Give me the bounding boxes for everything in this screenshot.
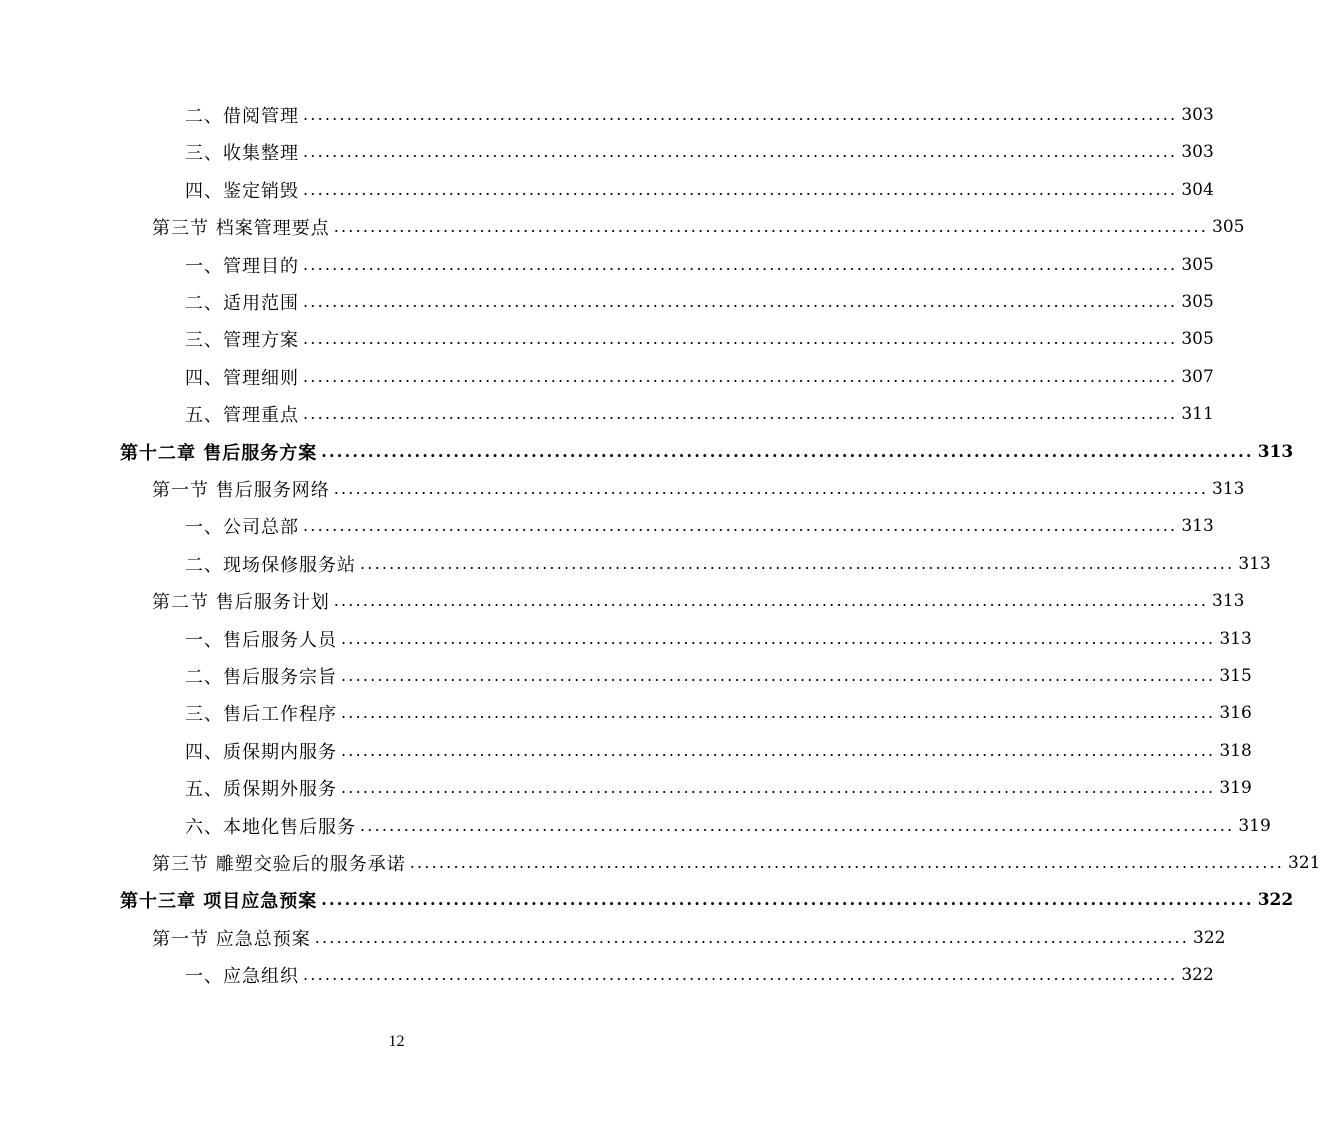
toc-leader-dots: ........................................................................................................................ xyxy=(333,217,1209,237)
toc-entry-title: 四、鉴定销毁 xyxy=(185,180,299,202)
toc-leader-dots: ........................................................................................................................ xyxy=(303,404,1178,424)
toc-leader-dots: ........................................................................................................................ xyxy=(303,179,1178,199)
toc-entry[interactable] xyxy=(0,250,1214,280)
toc-entry[interactable] xyxy=(0,474,1245,504)
page-number: 12 xyxy=(388,1033,405,1050)
toc-entry-page: 303 xyxy=(1181,142,1214,163)
toc-entry-page: 305 xyxy=(1181,292,1214,312)
toc-entry-title: 第三节 雕塑交验后的服务承诺 xyxy=(152,854,406,875)
toc-leader-dots: ........................................................................................................................ xyxy=(341,778,1216,798)
toc-entry-page: 303 xyxy=(1181,105,1214,125)
toc-entry-title: 一、管理目的 xyxy=(185,255,299,277)
toc-leader-dots: ........................................................................................................................ xyxy=(303,292,1178,311)
toc-entry-title: 二、适用范围 xyxy=(185,293,299,314)
toc-entry-page: 305 xyxy=(1181,254,1214,275)
toc-entry-page: 313 xyxy=(1257,441,1294,462)
toc-entry[interactable] xyxy=(0,100,1214,130)
toc-entry[interactable] xyxy=(0,960,1214,990)
toc-entry-title: 二、现场保修服务站 xyxy=(185,554,356,576)
toc-entry-page: 313 xyxy=(1212,479,1245,499)
toc-entry-page: 321 xyxy=(1288,853,1321,873)
toc-entry-page: 316 xyxy=(1219,703,1252,724)
toc-entry[interactable] xyxy=(0,175,1214,205)
toc-entry[interactable] xyxy=(0,549,1271,579)
toc-entry[interactable] xyxy=(0,511,1214,541)
toc-entry-title: 第一节 应急总预案 xyxy=(152,928,311,950)
toc-leader-dots: ........................................................................................................................ xyxy=(360,553,1235,573)
toc-entry-title: 一、售后服务人员 xyxy=(185,629,337,651)
toc-entry-page: 313 xyxy=(1238,553,1271,574)
toc-entry-page: 315 xyxy=(1219,666,1252,686)
toc-entry-title: 二、售后服务宗旨 xyxy=(185,667,337,688)
toc-entry[interactable] xyxy=(0,624,1252,654)
toc-entry[interactable] xyxy=(0,212,1245,242)
toc-entry-title: 五、管理重点 xyxy=(185,405,299,427)
toc-entry[interactable] xyxy=(0,586,1245,616)
toc-entry[interactable] xyxy=(0,661,1252,691)
toc-entry-page: 322 xyxy=(1181,965,1214,986)
toc-leader-dots: ........................................................................................................................ xyxy=(303,366,1178,386)
toc-entry[interactable] xyxy=(0,362,1214,392)
toc-entry[interactable] xyxy=(0,736,1252,766)
toc-leader-dots: ........................................................................................................................ xyxy=(303,254,1178,274)
toc-entry[interactable] xyxy=(0,399,1214,429)
toc-entry[interactable] xyxy=(0,137,1214,167)
toc-entry-title: 二、借阅管理 xyxy=(185,106,299,127)
toc-entry-title: 一、公司总部 xyxy=(185,517,299,539)
toc-entry-title: 第十二章 售后服务方案 xyxy=(120,442,318,464)
toc-entry-page: 313 xyxy=(1212,591,1245,612)
toc-entry-title: 第一节 售后服务网络 xyxy=(152,480,330,501)
toc-entry-page: 305 xyxy=(1212,217,1245,238)
toc-entry-title: 四、管理细则 xyxy=(185,367,299,389)
toc-entry-page: 322 xyxy=(1193,927,1226,948)
toc-entry-title: 三、售后工作程序 xyxy=(185,704,337,726)
toc-entry-page: 307 xyxy=(1181,366,1214,387)
toc-entry-page: 318 xyxy=(1219,740,1252,761)
toc-entry[interactable] xyxy=(0,324,1214,354)
toc-entry-title: 三、收集整理 xyxy=(185,143,299,165)
toc-entry-page: 322 xyxy=(1257,890,1294,911)
toc-entry-page: 319 xyxy=(1238,815,1271,836)
toc-leader-dots: ........................................................................................................................ xyxy=(341,740,1216,760)
toc-entry-title: 六、本地化售后服务 xyxy=(185,816,356,838)
toc-entry[interactable] xyxy=(0,811,1271,841)
toc-entry-title: 五、质保期外服务 xyxy=(185,779,337,801)
toc-entry-page: 305 xyxy=(1181,329,1214,350)
toc-leader-dots: ........................................................................................................................ xyxy=(333,591,1209,611)
toc-entry-page: 304 xyxy=(1181,179,1214,200)
toc-leader-dots: ........................................................................................................................ xyxy=(303,142,1178,162)
toc-leader-dots: ........................................................................................................................ xyxy=(303,329,1178,349)
toc-entry-title: 三、管理方案 xyxy=(185,330,299,352)
toc-entry[interactable] xyxy=(0,773,1252,803)
toc-leader-dots: ........................................................................................................................ xyxy=(333,479,1209,498)
toc-entry-page: 319 xyxy=(1219,778,1252,799)
toc-entry-title: 一、应急组织 xyxy=(185,966,299,988)
toc-entry-title: 四、质保期内服务 xyxy=(185,741,337,763)
toc-entry[interactable] xyxy=(0,287,1214,317)
toc-entry-title: 第三节 档案管理要点 xyxy=(152,218,330,240)
toc-leader-dots: ........................................................................................................................ xyxy=(341,703,1216,723)
toc-leader-dots: ........................................................................................................................ xyxy=(314,927,1190,947)
toc-leader-dots: ........................................................................................................................ xyxy=(360,815,1235,835)
toc-leader-dots: ........................................................................................................................ xyxy=(321,441,1254,461)
toc-leader-dots: ........................................................................................................................ xyxy=(341,628,1216,648)
toc-leader-dots: ........................................................................................................................ xyxy=(303,105,1178,124)
toc-entry-page: 313 xyxy=(1219,628,1252,649)
toc-entry-page: 311 xyxy=(1181,404,1214,425)
toc-entry[interactable] xyxy=(0,848,1321,878)
toc-leader-dots: ........................................................................................................................ xyxy=(303,965,1178,985)
toc-entry[interactable] xyxy=(0,885,1294,915)
toc-leader-dots: ........................................................................................................................ xyxy=(341,666,1216,685)
toc-entry[interactable] xyxy=(0,437,1294,467)
toc-leader-dots: ........................................................................................................................ xyxy=(303,516,1178,536)
toc-leader-dots: ........................................................................................................................ xyxy=(321,890,1254,910)
toc-entry[interactable] xyxy=(0,698,1252,728)
toc-leader-dots: ........................................................................................................................ xyxy=(409,853,1285,872)
toc-entry-title: 第二节 售后服务计划 xyxy=(152,592,330,614)
toc-entry-title: 第十三章 项目应急预案 xyxy=(120,891,318,913)
toc-entry[interactable] xyxy=(0,923,1226,953)
toc-entry-page: 313 xyxy=(1181,516,1214,537)
